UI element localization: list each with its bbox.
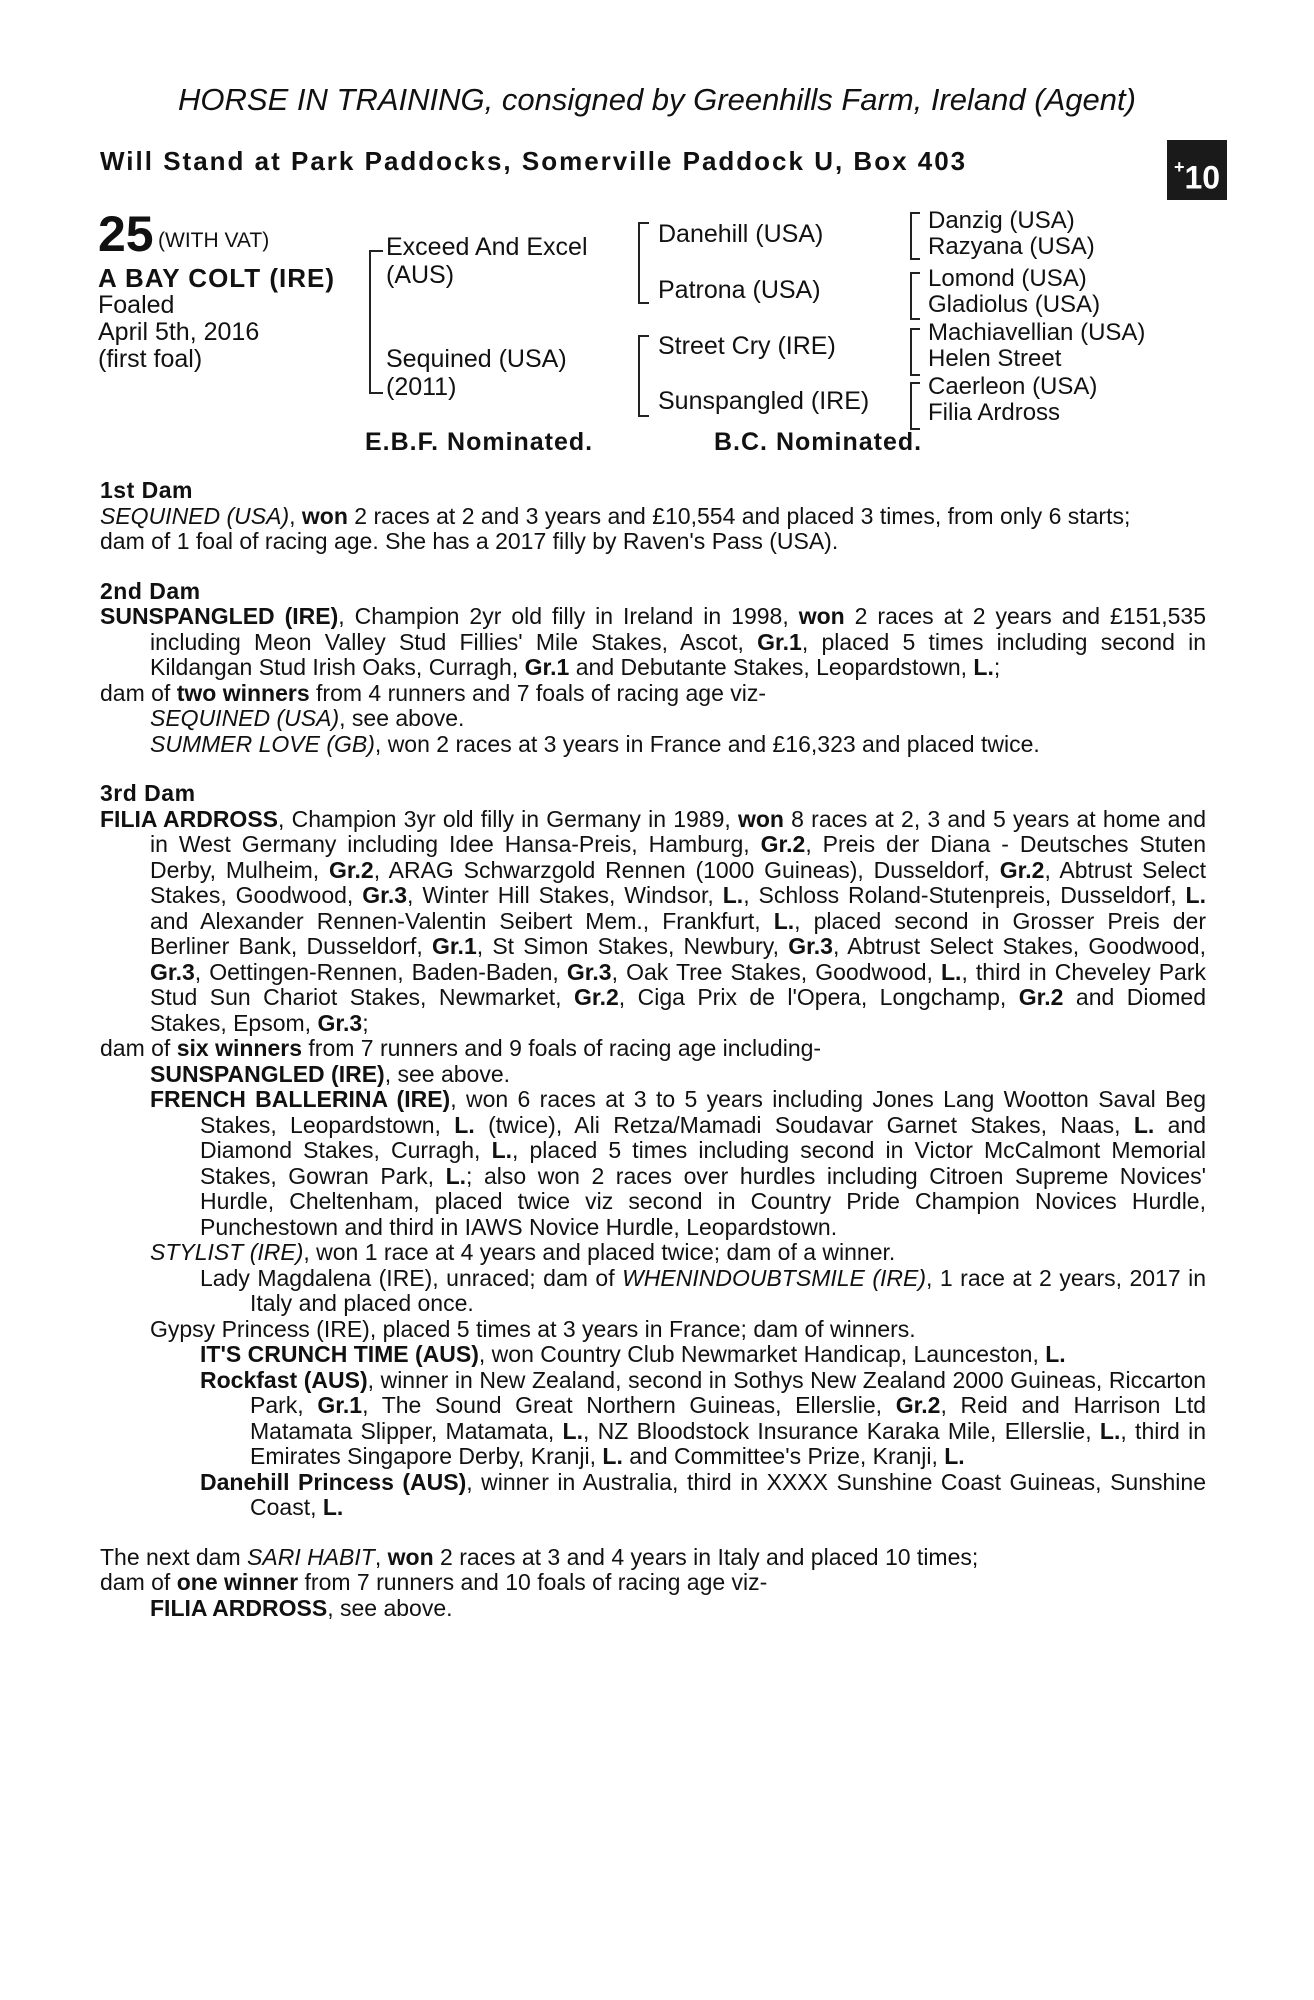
badge-plus: +	[1173, 157, 1185, 177]
progeny-text: and Committee's Prize, Kranji,	[622, 1443, 945, 1469]
ancestor-ddd: Filia Ardross	[928, 399, 1061, 426]
next-dam-winners: one winner	[176, 1569, 299, 1595]
grade-badge: L.	[773, 907, 795, 934]
dam-name: Sequined (USA)	[386, 345, 567, 373]
dam3-dam-of: dam of	[100, 1035, 177, 1061]
dam3-text: , third in Cheveley Park Stud Sun Chariot Stakes, Newmarket,	[150, 958, 1206, 1010]
ancestor-ssd: Razyana (USA)	[928, 233, 1095, 260]
dam2-text: 2 races at 2 years and £151,535 including Meon Valley Stud Fillies' Mile Stakes, Ascot,	[150, 603, 1206, 655]
foal-note: (first foal)	[98, 345, 203, 373]
progeny-text: , see above.	[327, 1594, 453, 1621]
progeny-text: , The Sound Great Northern Guineas, Ellerslie,	[362, 1392, 896, 1418]
dam3-won: won	[737, 805, 784, 832]
dam3-text: , Ciga Prix de l'Opera, Longchamp,	[618, 984, 1019, 1010]
progeny-text: , Reid and Harrison Ltd Matamata Slipper, Matamata,	[250, 1392, 1206, 1444]
progeny-text: , winner in Australia, third in XXXX Sunshine Coast Guineas, Sunshine Coast,	[250, 1468, 1206, 1520]
dam3-text: and Alexander Rennen-Valentin Seibert Mem., Frankfurt,	[150, 907, 774, 934]
progeny-text: , see above.	[339, 705, 465, 731]
grade-badge: Gr.1	[524, 654, 570, 680]
dam1-name: SEQUINED (USA)	[100, 502, 290, 529]
dam3-text: , placed second in Grosser Preis der Berliner Bank, Dusseldorf,	[150, 907, 1207, 959]
next-dam-dam-of: dam of	[100, 1569, 177, 1595]
dam3-progeny-item	[100, 1062, 1206, 1088]
dam3-progeny-item: Gypsy Princess (IRE), placed 5 times at 3 years in France; dam of winners.	[150, 1315, 916, 1342]
next-dam-name: SARI HABIT	[247, 1543, 375, 1570]
dam3-text: , ARAG Schwarzgold Rennen (1000 Guineas), Dusseldorf,	[373, 856, 1000, 883]
grade-badge: Gr.2	[760, 831, 806, 857]
dam2-text: , Champion 2yr old filly in Ireland in 1998,	[338, 603, 799, 629]
progeny-name: STYLIST (IRE)	[150, 1239, 304, 1265]
next-dam-progeny-item	[100, 1596, 1206, 1622]
dam3-text: , Abtrust Select Stakes, Goodwood,	[832, 933, 1206, 959]
dam3-text: , Abtrust Select Stakes, Goodwood,	[150, 856, 1206, 908]
grade-badge: Gr.2	[328, 856, 374, 883]
grand-progeny-item	[100, 1368, 1206, 1470]
dam3-text: 8 races at 2, 3 and 5 years at home and in West Germany including Idee Hansa-Preis, Hamburg,	[150, 805, 1206, 857]
dam1-record: SEQUINED (USA), won 2 races at 2 and 3 years and £10,554 and placed 3 times, from only 6 starts;	[100, 502, 1131, 529]
dam1-produce: dam of 1 foal of racing age. She has a 2017 filly by Raven's Pass (USA).	[100, 528, 839, 554]
ancestor-dds: Caerleon (USA)	[928, 373, 1098, 400]
dam2-record	[100, 604, 1206, 681]
catalogue-body	[100, 478, 1206, 1621]
grand-progeny-item	[100, 1342, 1206, 1368]
pedigree-brace-4a	[910, 212, 920, 260]
progeny-text: , 1 race at 2 years, 2017 in Italy and placed once.	[250, 1264, 1206, 1316]
dam3-progeny-item	[100, 1240, 1206, 1266]
dam3-text: , St Simon Stakes, Newbury,	[476, 933, 789, 959]
dam3-progeny-item	[100, 1087, 1206, 1240]
dam3-text: , Schloss Roland-Stutenpreis, Dusseldorf,	[743, 882, 1186, 908]
section-heading-2nd-dam: 2nd Dam	[100, 577, 201, 604]
grade-badge: Gr.2	[574, 984, 619, 1010]
pedigree-brace-sire	[638, 222, 649, 304]
dam1-won: won	[301, 502, 348, 529]
grade-badge: Gr.1	[431, 933, 477, 959]
dam3-text: , Oettingen-Rennen, Baden-Baden,	[194, 958, 567, 985]
next-dam-text: 2 races at 3 and 4 years in Italy and placed 10 times;	[433, 1543, 979, 1570]
dam-sire: Street Cry (IRE)	[658, 332, 836, 360]
dam3-text: , Oak Tree Stakes, Goodwood,	[611, 958, 941, 985]
dam1-text: 2 races at 2 and 3 years and £10,554 and placed 3 times, from only 6 starts;	[347, 502, 1131, 529]
grand-progeny-item	[100, 1470, 1206, 1521]
ancestor-dsd: Helen Street	[928, 345, 1062, 372]
pedigree-brace-dam	[638, 335, 649, 417]
dam3-text: , Preis der Diana - Deutsches Stuten Derby, Mulheim,	[150, 831, 1206, 883]
progeny-name: SUMMER LOVE (GB)	[150, 730, 375, 757]
grade-badge: L.	[1133, 1111, 1155, 1138]
progeny-name: SEQUINED (USA)	[150, 705, 340, 731]
progeny-text: , won 6 races at 3 to 5 years including Jones Lang Wootton Saval Beg Stakes, Leopardstown,	[200, 1086, 1207, 1138]
dam2-winners: two winners	[176, 679, 310, 706]
progeny-name: SUNSPANGLED (IRE)	[150, 1060, 385, 1087]
foaled-date: April 5th, 2016	[98, 318, 260, 346]
progeny-text: , won Country Club Newmarket Handicap, Launceston,	[478, 1341, 1046, 1367]
section-heading-1st-dam: 1st Dam	[100, 477, 193, 503]
grade-badge: L.	[445, 1162, 467, 1189]
ancestor-sdd: Gladiolus (USA)	[928, 291, 1101, 318]
dam2-text: ;	[993, 654, 1001, 680]
foaled-label: Foaled	[98, 291, 175, 319]
grade-badge: L.	[944, 1443, 965, 1469]
dam2-name: SUNSPANGLED (IRE)	[100, 603, 339, 629]
progeny-text: , NZ Bloodstock Insurance Karaka Mile, Ellerslie,	[582, 1417, 1100, 1444]
next-dam-text: The next dam	[100, 1543, 248, 1570]
dam2-produce	[100, 681, 1206, 707]
next-dam-won: won	[387, 1543, 434, 1570]
progeny-text: , won 1 race at 4 years and placed twice; dam of a winner.	[303, 1239, 896, 1265]
badge-number: 10	[1184, 159, 1221, 196]
progeny-name: FILIA ARDROSS	[150, 1594, 328, 1621]
dam2-won: won	[798, 603, 845, 629]
dam2-dam-of: dam of	[100, 679, 177, 706]
grade-badge: Gr.3	[788, 933, 833, 959]
progeny-text: , won 2 races at 3 years in France and £16,323 and placed twice.	[374, 730, 1040, 757]
dam3-text: ;	[362, 1009, 369, 1036]
progeny-text: , third in Emirates Singapore Derby, Kranji,	[250, 1417, 1206, 1469]
progeny-name: WHENINDOUBTSMILE (IRE)	[622, 1264, 927, 1291]
progeny-text: , winner in New Zealand, second in Sothys New Zealand 2000 Guineas, Riccarton Park,	[250, 1366, 1206, 1418]
dam3-produce	[100, 1036, 1206, 1062]
pedigree-brace-4d	[910, 382, 920, 430]
dam2-text: , placed 5 times including second in Kildangan Stud Irish Oaks, Curragh,	[150, 628, 1206, 680]
next-dam-produce-text: from 7 runners and 10 foals of racing age viz-	[298, 1569, 768, 1595]
next-dam-text: ,	[374, 1543, 388, 1570]
progeny-text: (twice), Ali Retza/Mamadi Soudavar Garnet Stakes, Naas,	[474, 1111, 1134, 1138]
vat-note: (WITH VAT)	[158, 229, 270, 252]
progeny-text: , see above.	[384, 1060, 511, 1087]
grade-badge: L.	[491, 1137, 513, 1163]
catalogue-badge	[1167, 140, 1227, 200]
section-heading-3rd-dam: 3rd Dam	[100, 780, 196, 806]
sire-dam: Patrona (USA)	[658, 276, 821, 304]
grade-badge: Gr.1	[317, 1392, 363, 1418]
lot-number: 25	[98, 206, 154, 262]
dam2-produce-text: from 4 runners and 7 foals of racing age viz-	[309, 679, 767, 706]
ebf-nomination: E.B.F. Nominated.	[365, 428, 594, 456]
grade-badge: L.	[454, 1111, 475, 1138]
grade-badge: L.	[1099, 1417, 1121, 1444]
dam-year: (2011)	[386, 373, 457, 401]
grade-badge: L.	[1185, 882, 1206, 908]
grade-badge: Gr.1	[757, 628, 802, 655]
grade-badge: L.	[973, 654, 994, 680]
sire-name: Exceed And Excel	[386, 233, 588, 261]
progeny-text: ; also won 2 races over hurdles including Citroen Supreme Novices' Hurdle, Cheltenham, placed twice viz second in Country Pride Champion Novices Hurdle, Punchestown and third in IAWS Novice Hurdle, Leopardstown.	[200, 1162, 1206, 1240]
next-dam-record	[100, 1545, 1206, 1571]
grand-progeny-item	[100, 1266, 1206, 1317]
progeny-text: and Diamond Stakes, Curragh,	[200, 1111, 1206, 1163]
pedigree-brace-4b	[910, 272, 920, 320]
grade-badge: Gr.3	[566, 958, 612, 985]
progeny-name: Rockfast (AUS)	[200, 1366, 368, 1393]
dam3-text: and Diomed Stakes, Epsom,	[150, 984, 1206, 1036]
progeny-name: IT'S CRUNCH TIME (AUS)	[200, 1341, 479, 1367]
next-dam-produce	[100, 1570, 1206, 1596]
grade-badge: L.	[1045, 1341, 1066, 1367]
progeny-text: , placed 5 times including second in Victor McCalmont Memorial Stakes, Gowran Park,	[200, 1137, 1206, 1189]
dam2-progeny-item	[100, 732, 1206, 758]
grade-badge: L.	[940, 958, 962, 985]
grade-badge: L.	[322, 1494, 344, 1520]
progeny-name: Danehill Princess (AUS)	[200, 1468, 467, 1495]
grade-badge: L.	[722, 882, 744, 908]
grade-badge: L.	[602, 1443, 623, 1469]
dam-dam: Sunspangled (IRE)	[658, 387, 870, 415]
grade-badge: Gr.2	[999, 856, 1045, 883]
ancestor-dss: Machiavellian (USA)	[928, 319, 1146, 346]
dam3-winners: six winners	[176, 1035, 302, 1061]
ancestor-sds: Lomond (USA)	[928, 265, 1087, 292]
pedigree-brace-main	[369, 250, 383, 394]
grade-badge: Gr.2	[1018, 984, 1064, 1010]
page-title: HORSE IN TRAINING, consigned by Greenhills Farm, Ireland (Agent)	[178, 82, 1136, 117]
ancestor-sss: Danzig (USA)	[928, 207, 1075, 234]
dam2-text: and Debutante Stakes, Leopardstown,	[569, 654, 974, 680]
grade-badge: Gr.3	[362, 882, 408, 908]
grade-badge: Gr.3	[150, 958, 195, 985]
grade-badge: Gr.2	[895, 1392, 941, 1418]
grade-badge: Gr.3	[317, 1009, 363, 1036]
pedigree-brace-4c	[910, 328, 920, 376]
bc-nomination: B.C. Nominated.	[714, 428, 923, 456]
dam2-progeny-item	[100, 706, 1206, 732]
progeny-name: FRENCH BALLERINA (IRE)	[150, 1086, 451, 1112]
dam3-text: , Winter Hill Stakes, Windsor,	[407, 882, 723, 908]
dam3-text: , Champion 3yr old filly in Germany in 1989,	[278, 805, 738, 832]
dam3-name: FILIA ARDROSS	[100, 805, 279, 832]
lot-name: A BAY COLT (IRE)	[98, 263, 336, 293]
grade-badge: L.	[562, 1417, 583, 1444]
progeny-text: Lady Magdalena (IRE), unraced; dam of	[200, 1264, 623, 1291]
sire-origin: (AUS)	[386, 261, 455, 289]
dam3-record	[100, 807, 1206, 1037]
sire-sire: Danehill (USA)	[658, 220, 824, 248]
dam3-produce-text: from 7 runners and 9 foals of racing age including-	[302, 1035, 822, 1061]
stand-location: Will Stand at Park Paddocks, Somerville Paddock U, Box 403	[100, 146, 968, 176]
